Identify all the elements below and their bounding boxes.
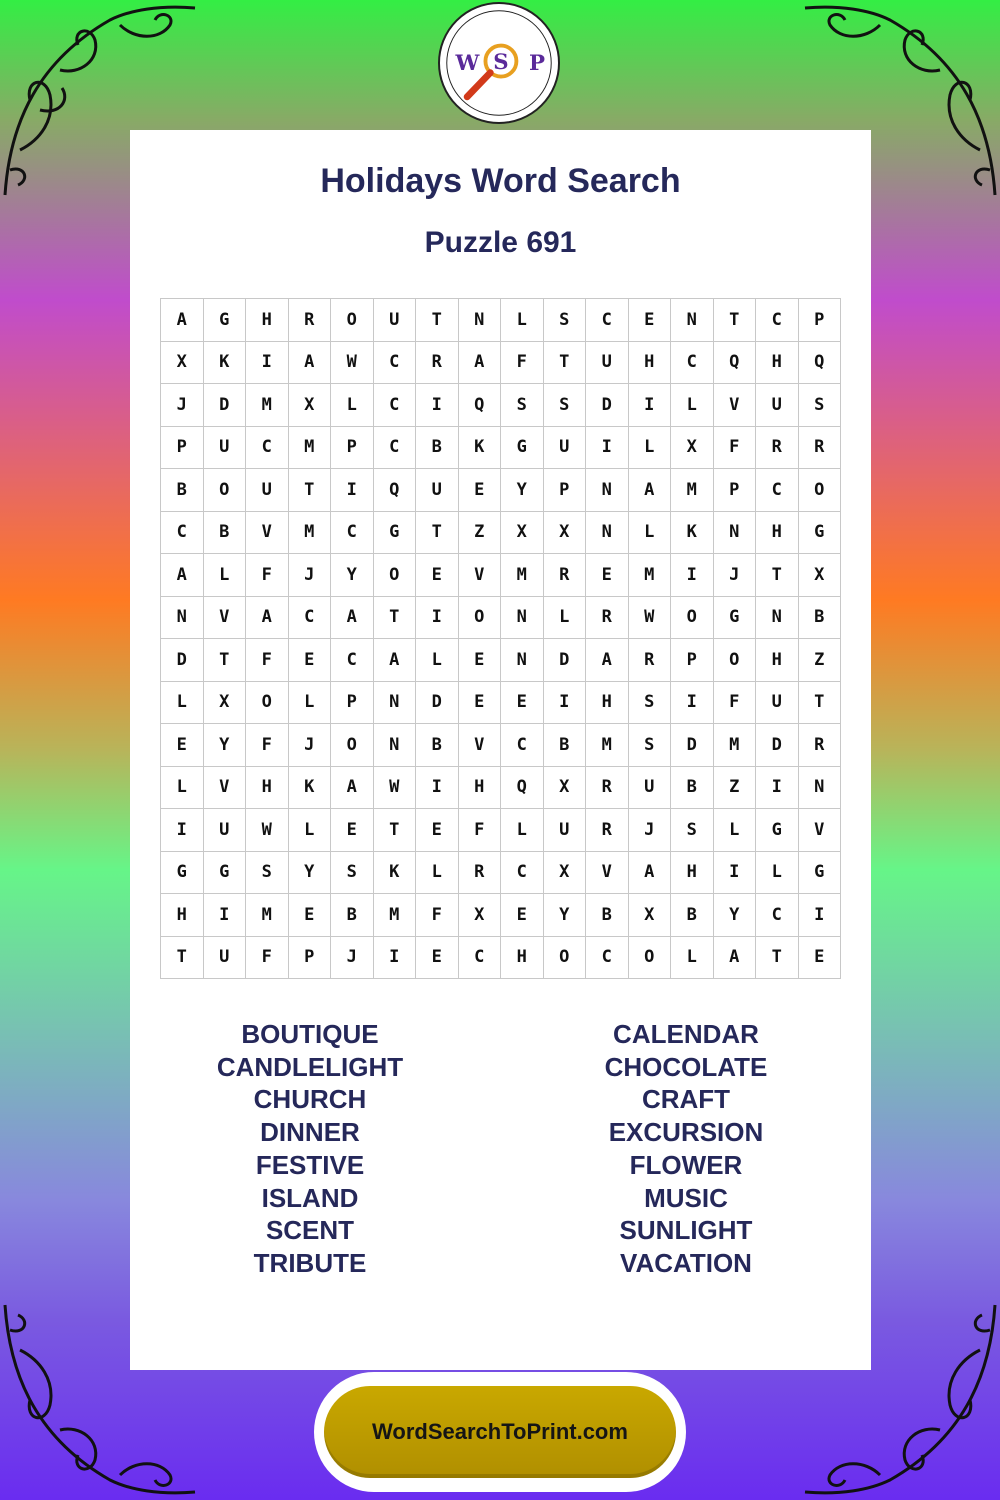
grid-cell[interactable]: X [544,852,587,895]
grid-cell[interactable]: G [756,809,799,852]
grid-cell[interactable]: L [416,852,459,895]
grid-cell[interactable]: V [459,554,502,597]
grid-cell[interactable]: Q [714,342,757,385]
grid-cell[interactable]: O [331,724,374,767]
grid-cell[interactable]: R [289,299,332,342]
grid-cell[interactable]: F [246,724,289,767]
grid-cell[interactable]: H [501,937,544,980]
grid-cell[interactable]: L [544,597,587,640]
word-list-item: ISLAND [261,1182,359,1213]
grid-cell[interactable]: I [671,554,714,597]
grid-cell[interactable]: N [374,682,417,725]
grid-cell[interactable]: I [416,767,459,810]
grid-cell[interactable]: L [204,554,247,597]
grid-cell[interactable]: A [586,639,629,682]
grid-cell[interactable]: E [586,554,629,597]
grid-cell[interactable]: B [586,894,629,937]
grid-cell[interactable]: C [671,342,714,385]
grid-cell[interactable]: U [544,809,587,852]
grid-cell[interactable]: U [204,809,247,852]
grid-cell[interactable]: Y [501,469,544,512]
grid-cell[interactable]: F [416,894,459,937]
grid-cell[interactable]: X [501,512,544,555]
grid-cell[interactable]: X [544,512,587,555]
grid-cell[interactable]: P [331,427,374,470]
grid-cell[interactable]: Q [459,384,502,427]
grid-cell[interactable]: R [586,597,629,640]
grid-cell[interactable]: O [629,937,672,980]
grid-cell[interactable]: B [544,724,587,767]
grid-cell[interactable]: Z [799,639,842,682]
grid-cell[interactable]: R [459,852,502,895]
word-list-item: TRIBUTE [253,1247,367,1278]
letter-grid [160,298,841,979]
grid-cell[interactable]: T [799,682,842,725]
grid-cell[interactable]: Y [331,554,374,597]
grid-cell[interactable]: R [544,554,587,597]
grid-cell[interactable]: Y [204,724,247,767]
grid-cell[interactable]: R [629,639,672,682]
grid-cell[interactable]: Q [799,342,842,385]
word-list-item: MUSIC [644,1182,728,1213]
grid-cell[interactable]: R [586,809,629,852]
grid-cell[interactable]: U [374,299,417,342]
grid-cell[interactable]: K [289,767,332,810]
grid-cell[interactable]: D [416,682,459,725]
grid-cell[interactable]: P [331,682,374,725]
page-title: Holidays Word Search [320,162,681,200]
grid-cell[interactable]: G [799,512,842,555]
grid-cell[interactable]: E [416,809,459,852]
grid-cell[interactable]: L [671,937,714,980]
grid-cell[interactable]: W [331,342,374,385]
grid-cell[interactable]: N [799,767,842,810]
grid-cell[interactable]: C [586,937,629,980]
grid-cell[interactable]: E [501,682,544,725]
grid-cell[interactable]: F [714,682,757,725]
grid-cell[interactable]: R [756,427,799,470]
grid-cell[interactable]: L [501,809,544,852]
grid-cell[interactable]: T [374,809,417,852]
grid-cell[interactable]: F [246,937,289,980]
grid-cell[interactable]: H [459,767,502,810]
grid-cell[interactable]: U [246,469,289,512]
word-list-right [506,1018,866,1280]
grid-cell[interactable]: G [714,597,757,640]
grid-cell[interactable]: E [501,894,544,937]
grid-cell[interactable]: U [416,469,459,512]
word-list-item: FLOWER [629,1149,743,1180]
grid-cell[interactable]: S [246,852,289,895]
grid-cell[interactable]: H [246,767,289,810]
puzzle-number: Puzzle 691 [424,226,577,259]
grid-cell[interactable]: E [459,639,502,682]
word-list-item: FESTIVE [255,1149,365,1180]
grid-cell[interactable]: I [331,469,374,512]
grid-cell[interactable]: N [501,597,544,640]
grid-cell[interactable]: B [204,512,247,555]
grid-cell[interactable]: V [246,512,289,555]
grid-cell[interactable]: A [161,554,204,597]
grid-cell[interactable]: A [714,937,757,980]
grid-cell[interactable]: A [374,639,417,682]
grid-cell[interactable]: P [714,469,757,512]
grid-cell[interactable]: S [629,682,672,725]
grid-cell[interactable]: H [671,852,714,895]
grid-cell[interactable]: O [671,597,714,640]
grid-cell[interactable]: I [671,682,714,725]
grid-cell[interactable]: O [714,639,757,682]
grid-cell[interactable]: B [161,469,204,512]
grid-cell[interactable]: C [586,299,629,342]
grid-cell[interactable]: R [799,427,842,470]
grid-cell[interactable]: J [289,554,332,597]
puzzle-card [130,130,871,1370]
grid-cell[interactable]: S [331,852,374,895]
grid-cell[interactable]: C [501,852,544,895]
grid-cell[interactable]: O [246,682,289,725]
grid-cell[interactable]: B [799,597,842,640]
grid-cell[interactable]: B [416,427,459,470]
grid-cell[interactable]: P [544,469,587,512]
grid-cell[interactable]: I [544,682,587,725]
grid-cell[interactable]: X [161,342,204,385]
grid-cell[interactable]: M [374,894,417,937]
grid-cell[interactable]: C [459,937,502,980]
grid-cell[interactable]: M [289,512,332,555]
grid-cell[interactable]: T [374,597,417,640]
grid-cell[interactable]: I [161,809,204,852]
grid-cell[interactable]: T [714,299,757,342]
grid-cell[interactable]: W [246,809,289,852]
grid-cell[interactable]: E [289,894,332,937]
grid-cell[interactable]: I [756,767,799,810]
grid-cell[interactable]: H [629,342,672,385]
grid-cell[interactable]: T [756,937,799,980]
grid-cell[interactable]: V [204,767,247,810]
grid-cell[interactable]: M [501,554,544,597]
grid-cell[interactable]: L [671,384,714,427]
grid-cell[interactable]: T [204,639,247,682]
grid-cell[interactable]: Y [544,894,587,937]
grid-cell[interactable]: A [246,597,289,640]
grid-cell[interactable]: X [629,894,672,937]
grid-cell[interactable]: E [416,554,459,597]
grid-cell[interactable]: P [289,937,332,980]
grid-cell[interactable]: V [459,724,502,767]
grid-cell[interactable]: V [714,384,757,427]
word-list-left [130,1018,490,1280]
grid-cell[interactable]: M [246,384,289,427]
grid-cell[interactable]: O [204,469,247,512]
grid-cell[interactable]: X [799,554,842,597]
grid-cell[interactable]: D [161,639,204,682]
grid-cell[interactable]: F [459,809,502,852]
grid-cell[interactable]: G [374,512,417,555]
grid-cell[interactable]: V [799,809,842,852]
grid-cell[interactable]: N [586,512,629,555]
grid-cell[interactable]: H [756,342,799,385]
grid-cell[interactable]: N [756,597,799,640]
logo-letter-p: P [528,50,545,76]
grid-cell[interactable]: N [374,724,417,767]
grid-cell[interactable]: J [714,554,757,597]
grid-cell[interactable]: R [586,767,629,810]
grid-cell[interactable]: U [629,767,672,810]
grid-cell[interactable]: U [204,937,247,980]
grid-cell[interactable]: F [246,554,289,597]
grid-cell[interactable]: M [289,427,332,470]
grid-cell[interactable]: A [289,342,332,385]
word-list-item: CANDLELIGHT [216,1051,404,1082]
word-list-item: SCENT [265,1215,355,1246]
grid-cell[interactable]: S [671,809,714,852]
grid-cell[interactable]: W [629,597,672,640]
grid-cell[interactable]: V [586,852,629,895]
grid-cell[interactable]: S [501,384,544,427]
grid-cell[interactable]: H [586,682,629,725]
grid-cell[interactable]: P [161,427,204,470]
grid-cell[interactable]: J [161,384,204,427]
word-list-item: EXCURSION [608,1117,764,1148]
grid-cell[interactable]: L [416,639,459,682]
grid-cell[interactable]: T [416,512,459,555]
grid-cell[interactable]: M [629,554,672,597]
grid-cell[interactable]: Q [374,469,417,512]
grid-cell[interactable]: O [799,469,842,512]
grid-cell[interactable]: F [246,639,289,682]
grid-cell[interactable]: L [161,682,204,725]
grid-cell[interactable]: K [459,427,502,470]
grid-cell[interactable]: L [714,809,757,852]
grid-cell[interactable]: O [374,554,417,597]
word-list-item: CHURCH [253,1084,367,1115]
grid-cell[interactable]: E [331,809,374,852]
grid-cell[interactable]: T [416,299,459,342]
grid-cell[interactable]: T [756,554,799,597]
grid-cell[interactable]: T [289,469,332,512]
website-link-button[interactable]: WordSearchToPrint.com [324,1386,676,1478]
grid-cell[interactable]: R [799,724,842,767]
grid-cell[interactable]: O [459,597,502,640]
grid-cell[interactable]: Q [501,767,544,810]
grid-cell[interactable]: C [374,342,417,385]
grid-cell[interactable]: J [289,724,332,767]
grid-cell[interactable]: Y [714,894,757,937]
grid-cell[interactable]: A [331,767,374,810]
grid-cell[interactable]: G [204,852,247,895]
grid-cell[interactable]: N [459,299,502,342]
grid-cell[interactable]: G [204,299,247,342]
grid-cell[interactable]: F [714,427,757,470]
grid-cell[interactable]: X [544,767,587,810]
grid-cell[interactable]: L [289,809,332,852]
grid-cell[interactable]: M [714,724,757,767]
grid-cell[interactable]: X [671,427,714,470]
grid-cell[interactable]: A [459,342,502,385]
grid-cell[interactable]: S [544,384,587,427]
grid-cell[interactable]: I [586,427,629,470]
grid-cell[interactable]: I [416,384,459,427]
grid-cell[interactable]: N [161,597,204,640]
grid-cell[interactable]: G [799,852,842,895]
word-list-item: VACATION [620,1247,752,1278]
grid-cell[interactable]: C [289,597,332,640]
word-list-item: BOUTIQUE [241,1019,379,1049]
grid-cell[interactable]: C [331,639,374,682]
grid-cell[interactable]: D [586,384,629,427]
wsp-logo[interactable] [438,2,560,124]
grid-cell[interactable]: C [374,384,417,427]
grid-cell[interactable]: M [671,469,714,512]
grid-cell[interactable]: X [289,384,332,427]
grid-cell[interactable]: C [756,299,799,342]
word-list-item: CRAFT [641,1084,731,1115]
grid-cell[interactable]: U [756,384,799,427]
grid-cell[interactable]: D [671,724,714,767]
footer-button-frame [314,1372,686,1492]
grid-cell[interactable]: H [756,639,799,682]
grid-cell[interactable]: X [204,682,247,725]
grid-cell[interactable]: I [714,852,757,895]
grid-cell[interactable]: E [629,299,672,342]
grid-cell[interactable]: E [459,469,502,512]
grid-cell[interactable]: N [586,469,629,512]
grid-cell[interactable]: N [671,299,714,342]
grid-cell[interactable]: E [161,724,204,767]
grid-cell[interactable]: H [161,894,204,937]
grid-cell[interactable]: M [586,724,629,767]
grid-cell[interactable]: I [374,937,417,980]
grid-cell[interactable]: S [629,724,672,767]
word-list-item: CALENDAR [613,1019,759,1049]
grid-cell[interactable]: F [501,342,544,385]
grid-cell[interactable]: H [756,512,799,555]
grid-cell[interactable]: L [756,852,799,895]
grid-cell[interactable]: L [331,384,374,427]
grid-cell[interactable]: I [204,894,247,937]
grid-cell[interactable]: C [756,894,799,937]
grid-cell[interactable]: B [671,894,714,937]
grid-cell[interactable]: T [161,937,204,980]
grid-cell[interactable]: X [459,894,502,937]
grid-cell[interactable]: I [246,342,289,385]
grid-cell[interactable]: O [544,937,587,980]
grid-cell[interactable]: L [629,427,672,470]
grid-cell[interactable]: T [544,342,587,385]
grid-cell[interactable]: P [671,639,714,682]
logo-letter-w: W [455,50,480,76]
grid-cell[interactable]: P [799,299,842,342]
grid-cell[interactable]: U [544,427,587,470]
grid-cell[interactable]: D [544,639,587,682]
grid-cell[interactable]: K [374,852,417,895]
grid-cell[interactable]: E [289,639,332,682]
grid-cell[interactable]: U [756,682,799,725]
grid-cell[interactable]: E [416,937,459,980]
grid-cell[interactable]: A [161,299,204,342]
grid-cell[interactable]: L [501,299,544,342]
grid-cell[interactable]: I [629,384,672,427]
word-list-item: DINNER [260,1117,360,1148]
grid-cell[interactable]: N [501,639,544,682]
grid-cell[interactable]: Z [459,512,502,555]
grid-cell[interactable]: C [756,469,799,512]
logo-letter-s: S [493,49,509,75]
grid-cell[interactable]: K [671,512,714,555]
grid-cell[interactable]: E [799,937,842,980]
grid-cell[interactable]: S [544,299,587,342]
grid-cell[interactable]: R [416,342,459,385]
grid-cell[interactable]: G [501,427,544,470]
grid-cell[interactable]: B [416,724,459,767]
grid-cell[interactable]: W [374,767,417,810]
grid-cell[interactable]: C [246,427,289,470]
grid-cell[interactable]: L [629,512,672,555]
grid-cell[interactable]: V [204,597,247,640]
grid-cell[interactable]: A [629,469,672,512]
grid-cell[interactable]: K [204,342,247,385]
grid-cell[interactable]: M [246,894,289,937]
grid-cell[interactable]: C [501,724,544,767]
grid-cell[interactable]: I [799,894,842,937]
grid-cell[interactable]: J [331,937,374,980]
grid-cell[interactable]: I [416,597,459,640]
grid-cell[interactable]: C [374,427,417,470]
grid-cell[interactable]: Y [289,852,332,895]
grid-cell[interactable]: G [161,852,204,895]
word-list-item: SUNLIGHT [619,1215,753,1246]
grid-cell[interactable]: D [756,724,799,767]
grid-cell[interactable]: U [204,427,247,470]
grid-cell[interactable]: J [629,809,672,852]
grid-cell[interactable]: A [331,597,374,640]
grid-cell[interactable]: D [204,384,247,427]
grid-cell[interactable]: L [161,767,204,810]
grid-cell[interactable]: Z [714,767,757,810]
grid-cell[interactable]: B [671,767,714,810]
grid-cell[interactable]: A [629,852,672,895]
grid-cell[interactable]: S [799,384,842,427]
word-list-item: CHOCOLATE [604,1051,768,1082]
grid-cell[interactable]: O [331,299,374,342]
grid-cell[interactable]: B [331,894,374,937]
grid-cell[interactable]: L [289,682,332,725]
grid-cell[interactable]: C [331,512,374,555]
grid-cell[interactable]: N [714,512,757,555]
grid-cell[interactable]: C [161,512,204,555]
grid-cell[interactable]: U [586,342,629,385]
grid-cell[interactable]: E [459,682,502,725]
grid-cell[interactable]: H [246,299,289,342]
